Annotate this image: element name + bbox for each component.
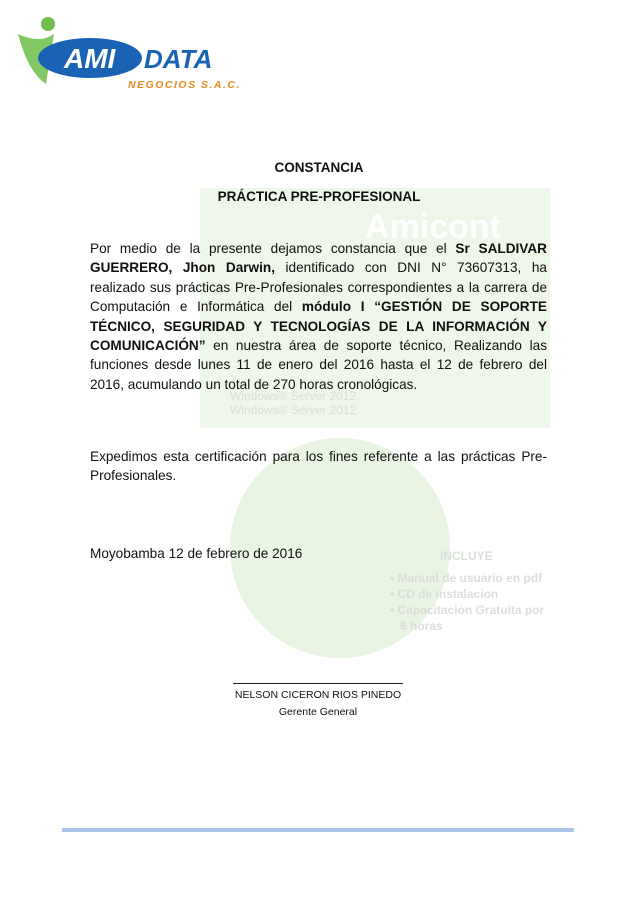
document-heading: CONSTANCIA — [274, 160, 364, 175]
signature-line — [233, 683, 403, 684]
document-subheading: PRÁCTICA PRE-PROFESIONAL — [217, 189, 421, 204]
footer-rule — [62, 828, 574, 832]
watermark-include-4: 6 horas — [400, 619, 443, 633]
signer-name: NELSON CICERON RIOS PINEDO — [234, 689, 402, 701]
signer-title: Gerente General — [278, 706, 358, 718]
logo-head-icon — [41, 17, 55, 31]
place-date: Moyobamba 12 de febrero de 2016 — [90, 546, 303, 561]
body-text-1: Por medio de la presente dejamos constancia que el — [90, 241, 456, 256]
logo-brand-data: DATA — [144, 44, 213, 74]
body-text-3: en nuestra área de soporte técnico, Realizando las funciones desde lunes 11 de enero del 2016 hasta el 12 de febrero del 2016, acumulando un total de 270 horas cronológicas. — [90, 338, 547, 392]
watermark-include-3: • Capacitacion Gratuita por — [390, 603, 545, 617]
logo-brand-ami: AMI — [64, 43, 116, 74]
watermark-include-2: • CD de instalacion — [390, 587, 499, 601]
logo-subtitle: NEGOCIOS S.A.C. — [128, 79, 241, 91]
student-name: Sr SALDIVAR GUERRERO, Jhon Darwin, — [90, 241, 547, 276]
certificate-body — [90, 239, 547, 394]
watermark-brand: Amicont — [365, 208, 501, 246]
company-logo — [12, 14, 262, 94]
watermark-line-1: Windows® Server 2012 — [230, 389, 357, 403]
certificate-purpose: Expedimos esta certificación para los fines referente a las prácticas Pre-Profesionales. — [90, 449, 547, 484]
watermark-include-1: • Manual de usuario en pdf — [390, 571, 543, 585]
watermark-includes-title: INCLUYE — [440, 549, 493, 563]
module-name: módulo I “GESTIÓN DE SOPORTE TÉCNICO, SEGURIDAD Y TECNOLOGÍAS DE LA INFORMACIÓN Y COMUNICACIÓN” — [90, 299, 547, 354]
watermark-line-2: Windows® Server 2012 — [230, 403, 357, 417]
body-text-2: identificado con DNI N° 73607313, ha realizado sus prácticas Pre-Profesionales correspondientes a la carrera de Computación e Informática del — [90, 260, 547, 315]
